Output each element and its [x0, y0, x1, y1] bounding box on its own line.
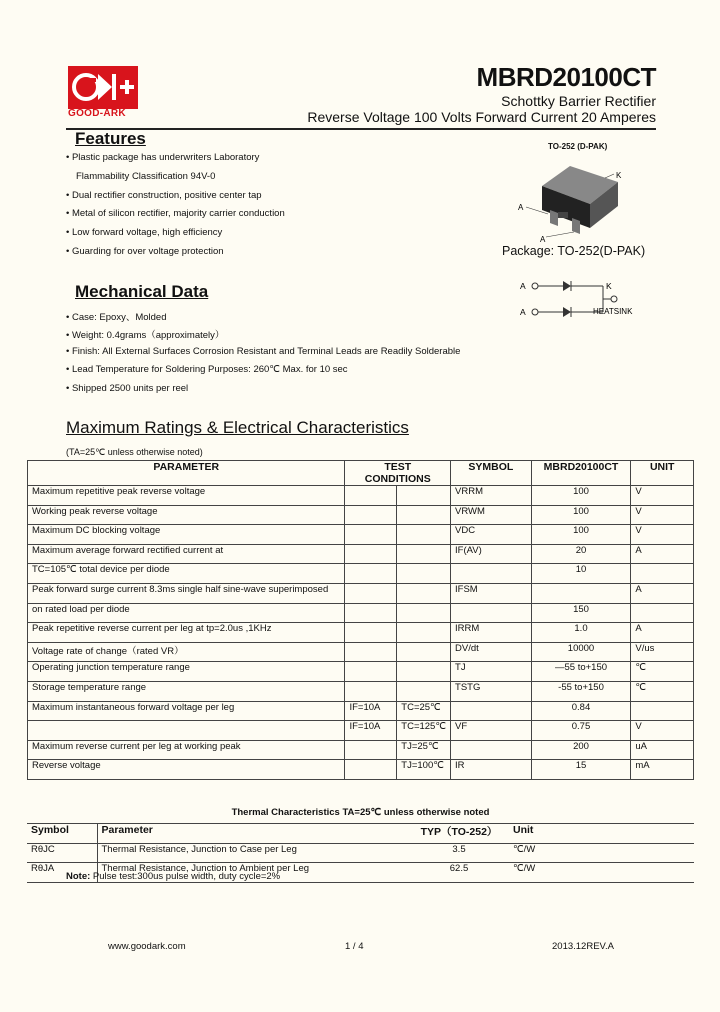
- condition-cell: [397, 603, 451, 623]
- param-cell: Maximum instantaneous forward voltage per leg: [28, 701, 345, 721]
- unit-cell: V: [631, 505, 694, 525]
- param-cell: Storage temperature range: [28, 681, 345, 701]
- product-subtitle: Schottky Barrier Rectifier: [501, 93, 656, 109]
- thermal-row: [27, 843, 694, 863]
- feature-item: • Dual rectifier construction, positive center tap: [66, 190, 262, 201]
- condition-cell: [397, 525, 451, 545]
- param-cell: on rated load per diode: [28, 603, 345, 623]
- header-parameter: PARAMETER: [28, 461, 345, 486]
- company-logo: [68, 66, 140, 118]
- mechanical-item: • Weight: 0.4grams（approximately）: [66, 330, 225, 341]
- ratings-row: [28, 721, 694, 741]
- circuit-diagram: [515, 277, 645, 322]
- symbol-cell: [451, 740, 532, 760]
- unit-cell: V: [631, 486, 694, 506]
- note: Note: Pulse test:300us pulse width, duty cycle=2%: [66, 871, 281, 882]
- condition-cell: [345, 603, 397, 623]
- condition-cell: [345, 583, 397, 603]
- package-caption: Package: TO-252(D-PAK): [502, 244, 646, 258]
- value-cell: -55 to+150: [531, 681, 631, 701]
- diode-icon: [563, 307, 571, 317]
- symbol-cell: IF(AV): [451, 544, 532, 564]
- unit-cell: A: [631, 583, 694, 603]
- ratings-row: [28, 662, 694, 682]
- condition-cell: TJ=100℃: [397, 760, 451, 780]
- features-title: Features: [75, 129, 146, 148]
- value-cell: 100: [531, 486, 631, 506]
- logo-text: GOOD-ARK: [68, 108, 126, 119]
- symbol-cell: [451, 701, 532, 721]
- mechanical-item: • Case: Epoxy、Molded: [66, 312, 167, 323]
- ratings-row: [28, 623, 694, 643]
- unit-cell: V/us: [631, 642, 694, 662]
- condition-cell: [345, 623, 397, 643]
- condition-cell: [397, 583, 451, 603]
- condition-cell: [345, 544, 397, 564]
- header-rule: [66, 128, 656, 130]
- condition-cell: TJ=25℃: [397, 740, 451, 760]
- condition-cell: [345, 740, 397, 760]
- diode-icon: [563, 281, 571, 291]
- feature-item: • Plastic package has underwriters Laboratory: [66, 152, 260, 163]
- param-cell: Peak repetitive reverse current per leg at tp=2.0us ,1KHz: [28, 623, 345, 643]
- condition-cell: [345, 564, 397, 584]
- ratings-row: [28, 564, 694, 584]
- thermal-typ-cell: 62.5: [409, 863, 509, 883]
- condition-cell: [397, 564, 451, 584]
- condition-cell: [345, 760, 397, 780]
- value-cell: 200: [531, 740, 631, 760]
- condition-cell: TC=125℃: [397, 721, 451, 741]
- footer-page-number: 1 / 4: [345, 941, 364, 952]
- symbol-cell: IRRM: [451, 623, 532, 643]
- thermal-param-cell: Thermal Resistance, Junction to Case per Leg: [97, 843, 409, 863]
- ratings-row: [28, 701, 694, 721]
- condition-cell: [345, 525, 397, 545]
- condition-cell: [397, 544, 451, 564]
- pin-a-label: A: [540, 235, 546, 244]
- ratings-row: [28, 642, 694, 662]
- symbol-cell: VDC: [451, 525, 532, 545]
- mechanical-item: • Shipped 2500 units per reel: [66, 383, 189, 394]
- value-cell: 1.0: [531, 623, 631, 643]
- condition-cell: IF=10A: [345, 701, 397, 721]
- condition-cell: [397, 642, 451, 662]
- mechanical-title: Mechanical Data: [75, 282, 209, 301]
- feature-item: • Metal of silicon rectifier, majority carrier conduction: [66, 208, 285, 219]
- unit-cell: uA: [631, 740, 694, 760]
- unit-cell: A: [631, 544, 694, 564]
- ratings-row: [28, 544, 694, 564]
- param-cell: Maximum reverse current per leg at working peak: [28, 740, 345, 760]
- unit-cell: mA: [631, 760, 694, 780]
- ratings-row: [28, 603, 694, 623]
- condition-cell: [345, 486, 397, 506]
- value-cell: 150: [531, 603, 631, 623]
- param-cell: Reverse voltage: [28, 760, 345, 780]
- param-cell: Maximum DC blocking voltage: [28, 525, 345, 545]
- unit-cell: ℃: [631, 681, 694, 701]
- symbol-cell: [451, 564, 532, 584]
- condition-cell: [397, 662, 451, 682]
- ratings-row: [28, 740, 694, 760]
- ratings-row: [28, 681, 694, 701]
- value-cell: —55 to+150: [531, 662, 631, 682]
- header-unit: UNIT: [631, 461, 694, 486]
- value-cell: 15: [531, 760, 631, 780]
- part-number: MBRD20100CT: [476, 62, 656, 92]
- feature-item: Flammability Classification 94V-0: [76, 171, 216, 182]
- ratings-line: Reverse Voltage 100 Volts Forward Current 20 Amperes: [307, 109, 656, 125]
- value-cell: 20: [531, 544, 631, 564]
- param-cell: TC=105℃ total device per diode: [28, 564, 345, 584]
- thermal-symbol-cell: RθJA: [27, 863, 97, 883]
- thermal-param-cell: Thermal Resistance, Junction to Ambient per Leg: [97, 863, 409, 883]
- ratings-row: [28, 486, 694, 506]
- ratings-row: [28, 525, 694, 545]
- logo-mark: [68, 66, 138, 109]
- ratings-table: [27, 460, 694, 780]
- condition-cell: [397, 623, 451, 643]
- ratings-row: [28, 505, 694, 525]
- symbol-cell: IFSM: [451, 583, 532, 603]
- anode-label: A: [520, 281, 526, 291]
- param-cell: Peak forward surge current 8.3ms single half sine-wave superimposed: [28, 583, 345, 603]
- symbol-cell: DV/dt: [451, 642, 532, 662]
- param-cell: Maximum repetitive peak reverse voltage: [28, 486, 345, 506]
- condition-cell: [345, 681, 397, 701]
- thermal-unit-cell: ℃/W: [509, 843, 694, 863]
- package-label: TO-252 (D-PAK): [548, 142, 608, 151]
- value-cell: 100: [531, 505, 631, 525]
- thermal-header-parameter: Parameter: [97, 824, 409, 844]
- param-cell: Maximum average forward rectified current at: [28, 544, 345, 564]
- ratings-row: [28, 760, 694, 780]
- ratings-condition-note: (TA=25℃ unless otherwise noted): [66, 447, 203, 457]
- param-cell: Working peak reverse voltage: [28, 505, 345, 525]
- thermal-header-typ: TYP（TO-252）: [409, 824, 509, 844]
- footer-website[interactable]: www.goodark.com: [108, 941, 186, 952]
- value-cell: 10: [531, 564, 631, 584]
- cathode-label: K: [606, 281, 612, 291]
- anode-label: A: [520, 307, 526, 317]
- pin-k-label: K: [616, 171, 622, 180]
- thermal-title: Thermal Characteristics TA=25℃ unless otherwise noted: [27, 807, 694, 824]
- pin-a-label: A: [518, 203, 524, 212]
- condition-cell: [345, 642, 397, 662]
- footer-revision: 2013.12REV.A: [552, 941, 614, 952]
- condition-cell: [345, 662, 397, 682]
- ratings-row: [28, 583, 694, 603]
- condition-cell: TC=25℃: [397, 701, 451, 721]
- thermal-typ-cell: 3.5: [409, 843, 509, 863]
- condition-cell: [345, 505, 397, 525]
- thermal-symbol-cell: RθJC: [27, 843, 97, 863]
- value-cell: 0.84: [531, 701, 631, 721]
- mechanical-item: • Finish: All External Surfaces Corrosion Resistant and Terminal Leads are Readily Solderable: [66, 346, 461, 357]
- symbol-cell: VF: [451, 721, 532, 741]
- unit-cell: A: [631, 623, 694, 643]
- unit-cell: ℃: [631, 662, 694, 682]
- param-cell: Voltage rate of change（rated VR）: [28, 642, 345, 662]
- unit-cell: V: [631, 525, 694, 545]
- unit-cell: [631, 564, 694, 584]
- value-cell: 0.75: [531, 721, 631, 741]
- thermal-header-unit: Unit: [509, 824, 694, 844]
- symbol-cell: TJ: [451, 662, 532, 682]
- symbol-cell: VRWM: [451, 505, 532, 525]
- thermal-header-symbol: Symbol: [27, 824, 97, 844]
- condition-cell: [397, 681, 451, 701]
- param-cell: Operating junction temperature range: [28, 662, 345, 682]
- symbol-cell: IR: [451, 760, 532, 780]
- ratings-title: Maximum Ratings & Electrical Characteristics: [66, 418, 409, 437]
- heatsink-label: HEATSINK: [593, 307, 633, 316]
- package-drawing: [510, 152, 640, 244]
- feature-item: • Guarding for over voltage protection: [66, 246, 224, 257]
- thermal-unit-cell: ℃/W: [509, 863, 694, 883]
- value-cell: [531, 583, 631, 603]
- header-part: MBRD20100CT: [531, 461, 631, 486]
- param-cell: [28, 721, 345, 741]
- unit-cell: [631, 701, 694, 721]
- symbol-cell: TSTG: [451, 681, 532, 701]
- value-cell: 10000: [531, 642, 631, 662]
- value-cell: 100: [531, 525, 631, 545]
- thermal-header-row: [27, 824, 694, 844]
- ratings-header-row: [28, 461, 694, 486]
- condition-cell: IF=10A: [345, 721, 397, 741]
- condition-cell: [397, 505, 451, 525]
- symbol-cell: VRRM: [451, 486, 532, 506]
- unit-cell: V: [631, 721, 694, 741]
- feature-item: • Low forward voltage, high efficiency: [66, 227, 223, 238]
- condition-cell: [397, 486, 451, 506]
- header-symbol: SYMBOL: [451, 461, 532, 486]
- header-test-conditions: TEST CONDITIONS: [345, 461, 451, 486]
- mechanical-item: • Lead Temperature for Soldering Purposes: 260℃ Max. for 10 sec: [66, 364, 348, 375]
- unit-cell: [631, 603, 694, 623]
- symbol-cell: [451, 603, 532, 623]
